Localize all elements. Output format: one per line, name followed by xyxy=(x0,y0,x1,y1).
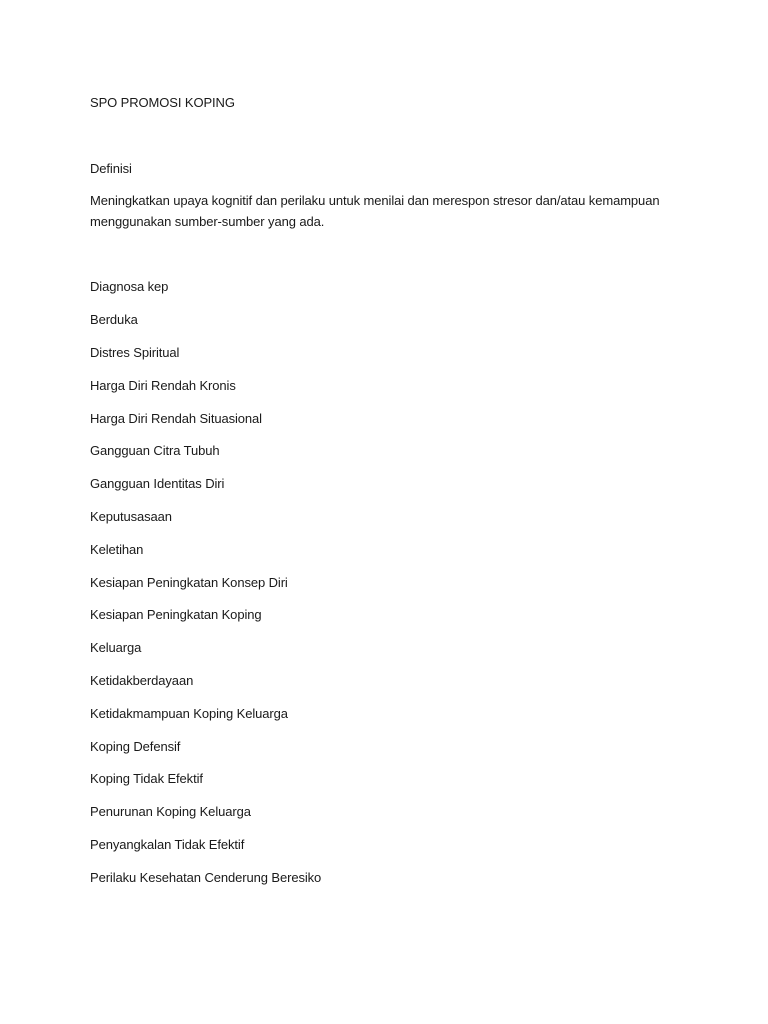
diagnosis-item: Keputusasaan xyxy=(90,509,172,524)
diagnosis-item: Penurunan Koping Keluarga xyxy=(90,804,251,819)
diagnosis-item: Ketidakberdayaan xyxy=(90,673,194,688)
diagnosis-item: Koping Tidak Efektif xyxy=(90,771,203,786)
diagnosis-item: Kesiapan Peningkatan Konsep Diri xyxy=(90,575,288,590)
diagnosis-item: Harga Diri Rendah Situasional xyxy=(90,411,262,426)
diagnosis-item: Gangguan Identitas Diri xyxy=(90,476,225,491)
diagnosis-item: Keluarga xyxy=(90,640,142,655)
diagnosis-item: Harga Diri Rendah Kronis xyxy=(90,378,236,393)
diagnosis-item: Gangguan Citra Tubuh xyxy=(90,443,220,458)
diagnosis-item: Perilaku Kesehatan Cenderung Beresiko xyxy=(90,870,322,885)
diagnosis-item: Distres Spiritual xyxy=(90,345,180,360)
diagnosis-item: Penyangkalan Tidak Efektif xyxy=(90,837,245,852)
diagnosis-item: Ketidakmampuan Koping Keluarga xyxy=(90,706,288,721)
diagnosis-item: Berduka xyxy=(90,312,138,327)
definition-text: Meningkatkan upaya kognitif dan perilaku untuk menilai dan merespon stresor dan/atau kemampuan menggunakan sumber-sumber yang ada. xyxy=(90,193,660,229)
diagnosis-item: Keletihan xyxy=(90,542,144,557)
document-title: SPO PROMOSI KOPING xyxy=(90,95,235,110)
diagnosis-item: Kesiapan Peningkatan Koping xyxy=(90,607,262,622)
diagnosis-heading: Diagnosa kep xyxy=(90,279,169,294)
definition-heading: Definisi xyxy=(90,161,132,176)
diagnosis-item: Koping Defensif xyxy=(90,739,181,754)
